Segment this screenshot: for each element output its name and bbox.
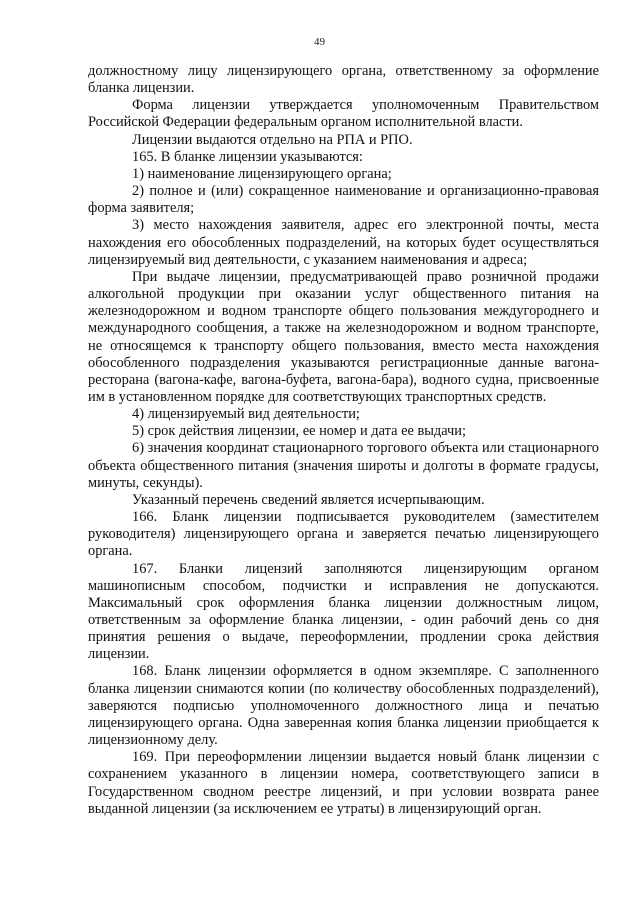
- document-body: [88, 63, 599, 818]
- paragraph: 6) значения координат стационарного торгового объекта или стационарного объекта общественного питания (значения широты и долготы в формате градусы, минуты, секунды).: [88, 440, 599, 491]
- paragraph: 4) лицензируемый вид деятельности;: [132, 406, 360, 423]
- paragraph: 5) срок действия лицензии, ее номер и дата ее выдачи;: [132, 423, 466, 440]
- paragraph: Указанный перечень сведений является исчерпывающим.: [132, 491, 485, 508]
- paragraph: Лицензии выдаются отдельно на РПА и РПО.: [132, 131, 413, 148]
- paragraph: 3) место нахождения заявителя, адрес его электронной почты, места нахождения его обособленных подразделений, на которых будет осуществляться лицензируемый вид деятельности, с указанием наименования и адреса;: [88, 217, 599, 268]
- paragraph: При выдаче лицензии, предусматривающей право розничной продажи алкогольной продукции при оказании услуг общественного питания на железнодорожном и водном транспорте общего пользования междугороднего и международного сообщения, а также на железнодорожном и водном транспорте, не относящемся к транспорту общего пользования, вместо места нахождения обособленного подразделения указываются регистрационные данные вагона-ресторана (вагона-кафе, вагона-буфета, вагона-бара), водного судна, присвоенные им в установленном порядке для соответствующих транспортных средств.: [88, 268, 599, 405]
- paragraph: Форма лицензии утверждается уполномоченным Правительством Российской Федерации федеральным органом исполнительной власти.: [88, 97, 599, 131]
- paragraph: 166. Бланк лицензии подписывается руководителем (заместителем руководителя) лицензирующего органа и заверяется печатью лицензирующего органа.: [88, 509, 599, 560]
- paragraph: 168. Бланк лицензии оформляется в одном экземпляре. С заполненного бланка лицензии снимаются копии (по количеству обособленных подразделений), заверяются подписью уполномоченного должностного лица и печатью лицензирующего органа. Одна заверенная копия бланка лицензии приобщается к лицензионному делу.: [88, 663, 599, 749]
- paragraph: должностному лицу лицензирующего органа, ответственному за оформление бланка лицензии.: [88, 63, 599, 97]
- paragraph: 165. В бланке лицензии указываются:: [132, 148, 363, 165]
- paragraph: 169. При переоформлении лицензии выдается новый бланк лицензии с сохранением указанного в лицензии номера, соответствующего записи в Государственном сводном реестре лицензий, и при условии возврата ранее выданной лицензии (за исключением ее утраты) в лицензирующий орган.: [88, 749, 599, 817]
- paragraph: 2) полное и (или) сокращенное наименование и организационно-правовая форма заявителя;: [88, 183, 599, 217]
- paragraph: 167. Бланки лицензий заполняются лицензирующим органом машинописным способом, подчистки и исправления не допускаются. Максимальный срок оформления бланка лицензии должностным лицом, ответственным за оформление бланка лицензии, - один рабочий день со дня принятия решения о выдаче, переоформлении, продлении срока действия лицензии.: [88, 560, 599, 663]
- page-number: 49: [314, 36, 325, 48]
- paragraph: 1) наименование лицензирующего органа;: [132, 165, 392, 182]
